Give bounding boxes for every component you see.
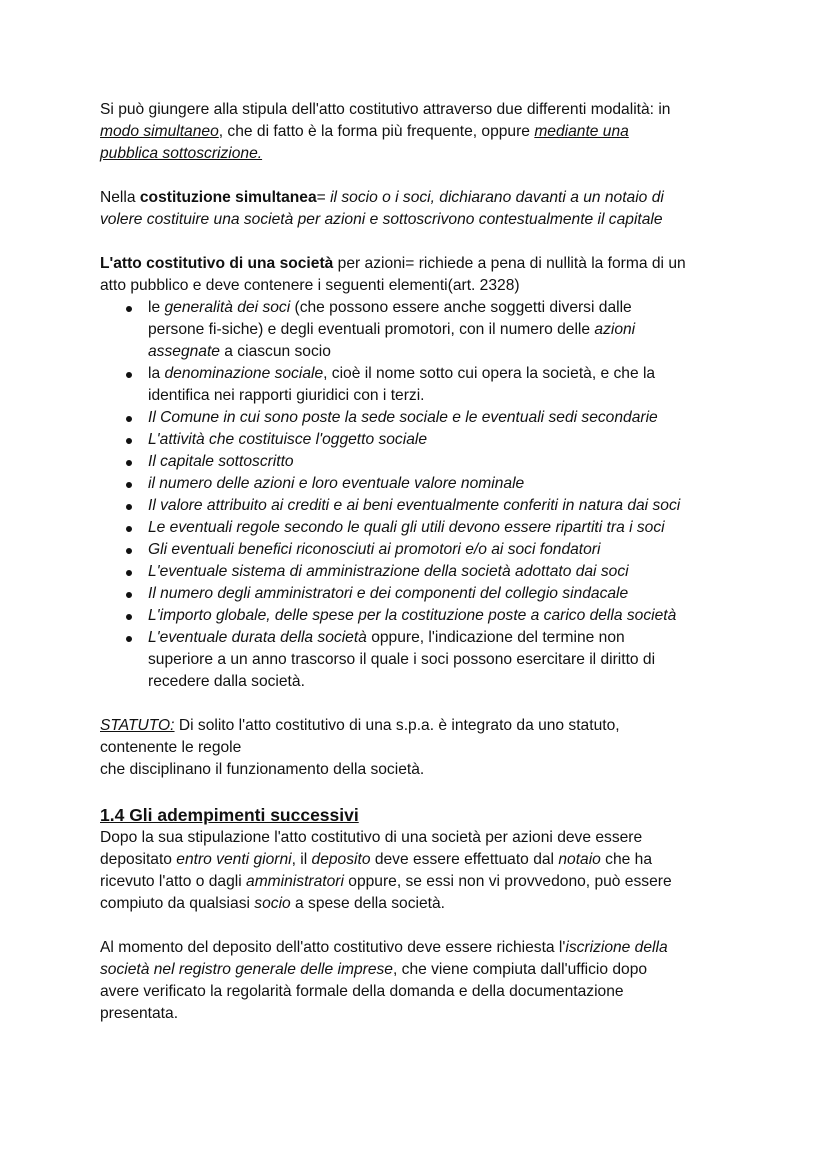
spacer: [100, 781, 740, 803]
text-run: le: [148, 299, 165, 316]
text-run: STATUTO:: [100, 717, 175, 734]
text-run: contenente le regole: [100, 739, 242, 756]
text-run: società nel registro generale delle imprese: [100, 961, 393, 978]
text-line: [100, 99, 740, 121]
text-line: [148, 319, 740, 341]
list-item: [100, 561, 740, 583]
section-heading: 1.4 Gli adempimenti successivi: [100, 805, 359, 825]
text-line: [100, 759, 740, 781]
text-run: L'atto costitutivo di una società: [100, 255, 334, 272]
text-run: costituzione simultanea: [139, 189, 317, 206]
bullet-icon: [126, 548, 132, 554]
text-run: Il valore attribuito ai crediti e ai beni eventualmente conferiti in natura dai soci: [148, 497, 681, 514]
text-run: L'attività che costituisce l'oggetto sociale: [148, 431, 427, 448]
text-run: pubblica sottoscrizione.: [100, 145, 263, 162]
text-run: (che possono essere anche soggetti diversi dalle: [290, 299, 632, 316]
list-item: [100, 605, 740, 627]
text-line: [148, 495, 740, 517]
text-run: volere costituire una società per azioni e sottoscrivono contestualmente il capitale: [100, 211, 663, 228]
text-run: denominazione sociale: [164, 365, 324, 382]
spacer: [100, 915, 740, 937]
text-run: , che viene compiuta dall'ufficio dopo: [392, 961, 648, 978]
text-run: deve essere effettuato dal: [370, 851, 559, 868]
bullet-icon: [126, 438, 132, 444]
text-run: Le eventuali regole secondo le quali gli utili devono essere ripartiti tra i soci: [148, 519, 665, 536]
text-run: per azioni= richiede a pena di nullità la forma di un: [333, 255, 686, 272]
document-page: [100, 99, 740, 1025]
text-line: [100, 1003, 740, 1025]
list-item: [100, 363, 740, 407]
paragraph: [100, 99, 740, 165]
text-run: Il capitale sottoscritto: [148, 453, 294, 470]
text-run: Al momento del deposito dell'atto costitutivo deve essere richiesta l': [100, 939, 566, 956]
list-item: [100, 627, 740, 693]
list-item: [100, 517, 740, 539]
text-line: [148, 517, 740, 539]
text-run: oppure, se essi non vi provvedono, può essere: [343, 873, 672, 890]
text-line: [100, 143, 740, 165]
bullet-icon: [126, 636, 132, 642]
bullet-icon: [126, 570, 132, 576]
list-item: [100, 495, 740, 517]
text-run: entro venti giorni: [176, 851, 292, 868]
text-line: [148, 627, 740, 649]
text-run: superiore a un anno trascorso il quale i soci possono esercitare il diritto di: [148, 651, 656, 668]
text-run: che disciplinano il funzionamento della società.: [100, 761, 425, 778]
text-run: L'eventuale sistema di amministrazione della società adottato dai soci: [148, 563, 629, 580]
text-line: [100, 893, 740, 915]
text-run: notaio: [558, 851, 601, 868]
spacer: [100, 165, 740, 187]
text-line: [100, 849, 740, 871]
text-run: assegnate: [148, 343, 220, 360]
text-line: [100, 871, 740, 893]
text-run: ricevuto l'atto o dagli: [100, 873, 247, 890]
text-run: Nella: [100, 189, 140, 206]
list-item: [100, 451, 740, 473]
text-run: mediante una: [534, 123, 629, 140]
text-run: Di solito l'atto costitutivo di una s.p.a. è integrato da uno statuto,: [174, 717, 620, 734]
text-line: [148, 539, 740, 561]
list-item: [100, 539, 740, 561]
text-run: atto pubblico e deve contenere i seguenti elementi(art. 2328): [100, 277, 520, 294]
text-run: Il numero degli amministratori e dei componenti del collegio sindacale: [148, 585, 629, 602]
text-run: generalità dei soci: [164, 299, 291, 316]
text-run: presentata.: [100, 1005, 179, 1022]
text-run: oppure, l'indicazione del termine non: [366, 629, 625, 646]
text-line: [148, 649, 740, 671]
text-line: [148, 385, 740, 407]
bullet-icon: [126, 460, 132, 466]
text-run: depositato: [100, 851, 177, 868]
bullet-icon: [126, 372, 132, 378]
text-run: il numero delle azioni e loro eventuale valore nominale: [148, 475, 525, 492]
text-run: il socio o i soci, dichiarano davanti a un notaio di: [330, 189, 664, 206]
list-item: [100, 429, 740, 451]
text-run: azioni: [594, 321, 636, 338]
text-run: iscrizione della: [565, 939, 668, 956]
text-run: , il: [291, 851, 312, 868]
text-run: deposito: [311, 851, 371, 868]
bullet-icon: [126, 306, 132, 312]
text-run: recedere dalla società.: [148, 673, 305, 690]
text-run: =: [316, 189, 331, 206]
text-line: [100, 253, 740, 275]
text-run: a spese della società.: [290, 895, 446, 912]
text-line: [148, 605, 740, 627]
text-line: [100, 981, 740, 1003]
spacer: [100, 693, 740, 715]
text-run: persone fi-siche) e degli eventuali promotori, con il numero delle: [148, 321, 595, 338]
text-run: socio: [254, 895, 291, 912]
text-run: Il Comune in cui sono poste la sede sociale e le eventuali sedi secondarie: [148, 409, 658, 426]
paragraph: [100, 253, 740, 297]
text-line: [100, 209, 740, 231]
text-line: [100, 121, 740, 143]
text-run: la: [148, 365, 165, 382]
list-item: [100, 407, 740, 429]
text-line: [100, 737, 740, 759]
text-run: Si può giungere alla stipula dell'atto costitutivo attraverso due differenti modalità: in: [100, 101, 671, 118]
text-line: [100, 937, 740, 959]
text-line: [100, 959, 740, 981]
bullet-icon: [126, 482, 132, 488]
bullet-icon: [126, 526, 132, 532]
text-line: [148, 407, 740, 429]
list-item: [100, 473, 740, 495]
bullet-icon: [126, 504, 132, 510]
text-run: compiuto da qualsiasi: [100, 895, 255, 912]
text-line: [148, 341, 740, 363]
text-run: , cioè il nome sotto cui opera la società, e che la: [323, 365, 656, 382]
text-line: [148, 363, 740, 385]
bullet-icon: [126, 592, 132, 598]
text-run: amministratori: [246, 873, 344, 890]
text-line: [148, 671, 740, 693]
text-run: L'importo globale, delle spese per la costituzione poste a carico della società: [148, 607, 677, 624]
text-line: [148, 473, 740, 495]
paragraph: [100, 937, 740, 1025]
text-line: [148, 451, 740, 473]
text-run: Gli eventuali benefici riconosciuti ai promotori e/o ai soci fondatori: [148, 541, 601, 558]
text-line: [100, 275, 740, 297]
text-line: [100, 827, 740, 849]
text-run: a ciascun socio: [219, 343, 331, 360]
text-line: [148, 583, 740, 605]
paragraph: [100, 827, 740, 915]
text-run: identifica nei rapporti giuridici con i terzi.: [148, 387, 425, 404]
text-run: modo simultaneo: [100, 123, 219, 140]
text-line: [100, 187, 740, 209]
text-line: [100, 715, 740, 737]
list-item: [100, 583, 740, 605]
bullet-icon: [126, 416, 132, 422]
text-run: L'eventuale durata della società: [148, 629, 367, 646]
paragraph: [100, 187, 740, 231]
bullet-icon: [126, 614, 132, 620]
text-line: [148, 561, 740, 583]
text-run: che ha: [600, 851, 652, 868]
bullet-list: [100, 297, 740, 693]
paragraph: [100, 715, 740, 781]
text-line: [148, 297, 740, 319]
text-run: , che di fatto è la forma più frequente, oppure: [218, 123, 535, 140]
text-run: avere verificato la regolarità formale della domanda e della documentazione: [100, 983, 624, 1000]
list-item: [100, 297, 740, 363]
text-line: [148, 429, 740, 451]
text-run: Dopo la sua stipulazione l'atto costitutivo di una società per azioni deve essere: [100, 829, 643, 846]
spacer: [100, 231, 740, 253]
